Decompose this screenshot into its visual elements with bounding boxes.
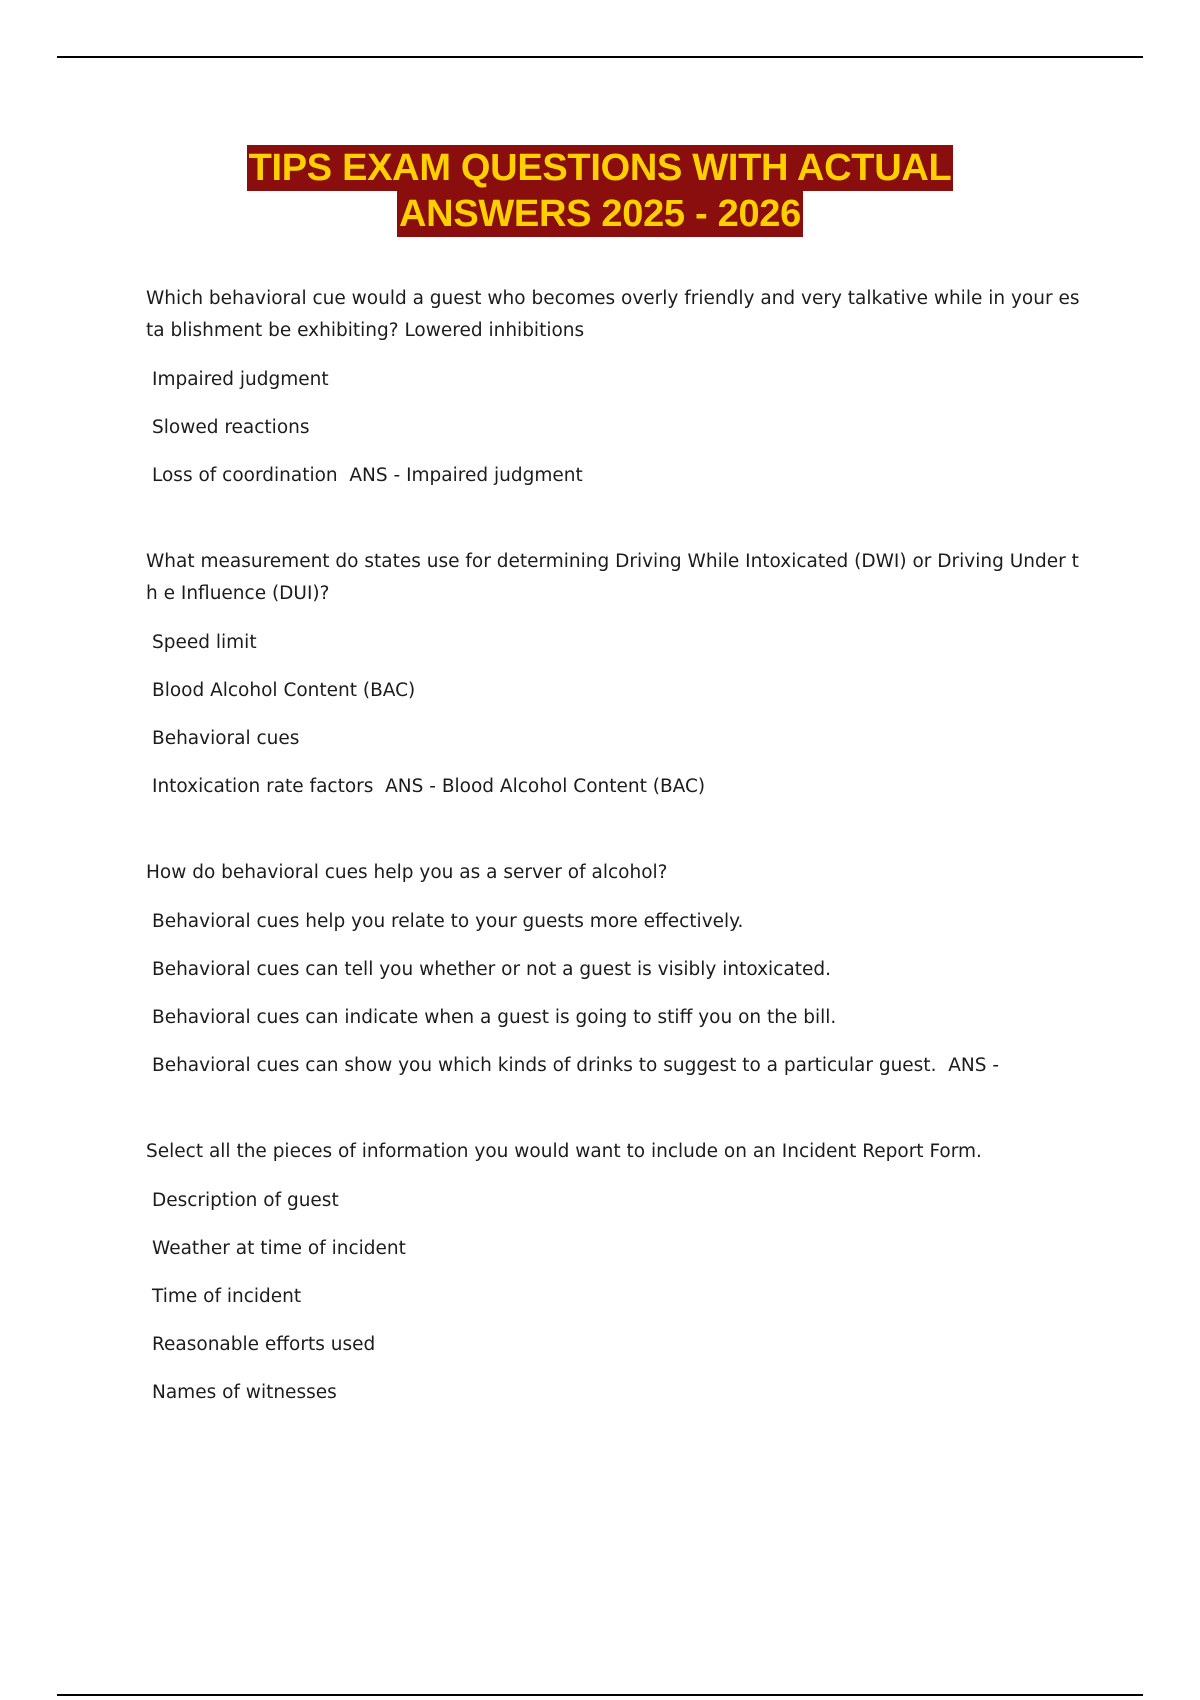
title-line-1: TIPS EXAM QUESTIONS WITH ACTUAL [248,147,952,189]
question-block-3 [146,857,1086,1082]
answer-option: Reasonable efforts used [152,1334,376,1355]
document-title [0,145,1200,237]
answer-option: Behavioral cues can show you which kinds of drinks to suggest to a particular guest. ANS - [152,1055,999,1076]
answer-option: Impaired judgment [152,369,329,390]
question-block-2 [146,546,1086,803]
question-list [146,283,1086,1425]
answer-option: Description of guest [152,1190,339,1211]
answer-option: Behavioral cues can indicate when a guest is going to stiff you on the bill. [152,1007,837,1028]
answer-option: Time of incident [152,1286,302,1307]
answer-option: Behavioral cues help you relate to your guests more effectively. [152,911,744,932]
bottom-rule [57,1694,1143,1696]
question-text: How do behavioral cues help you as a server of alcohol? [146,862,668,883]
answer-option: Weather at time of incident [152,1238,406,1259]
question-text: Which behavioral cue would a guest who becomes overly friendly and very talkative while in your esta blishment be exhibiting? Lowered inhibitions [146,288,1080,341]
question-block-1 [146,283,1086,492]
question-text: What measurement do states use for determining Driving While Intoxicated (DWI) or Driving Under th e Influence (DUI)? [146,551,1079,604]
answer-option: Loss of coordination ANS - Impaired judgment [152,465,583,486]
answer-option: Speed limit [152,632,257,653]
answer-option: Intoxication rate factors ANS - Blood Alcohol Content (BAC) [152,776,706,797]
answer-option: Names of witnesses [152,1382,337,1403]
answer-option: Behavioral cues can tell you whether or not a guest is visibly intoxicated. [152,959,831,980]
answer-option: Behavioral cues [152,728,300,749]
question-block-4 [146,1136,1086,1409]
answer-option: Slowed reactions [152,417,310,438]
question-text: Select all the pieces of information you would want to include on an Incident Report Form. [146,1141,982,1162]
title-line-2: ANSWERS 2025 - 2026 [399,193,801,235]
answer-option: Blood Alcohol Content (BAC) [152,680,416,701]
top-rule [57,56,1143,58]
